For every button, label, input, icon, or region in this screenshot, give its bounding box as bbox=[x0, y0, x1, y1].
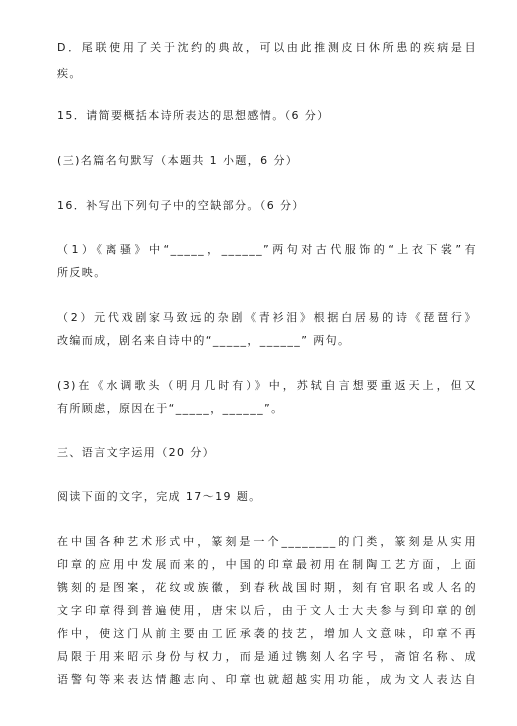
option-d-line-1: D．尾联使用了关于沈约的典故，可以由此推测皮日休所患的疾病是目 bbox=[57, 41, 477, 54]
q16-part-2-line-1: （2）元代戏剧家马致远的杂剧《青衫泪》根据白居易的诗《琵琶行》 bbox=[57, 311, 477, 324]
passage-line-6: 局限于用来昭示身份与权力，而是通过镌刻人名字号，斋馆名称、成 bbox=[57, 650, 477, 663]
passage-line-5: 作中，使这门从前主要由工匠承袭的技艺，增加人文意味，印章不再 bbox=[57, 627, 477, 640]
question-16: 16．补写出下列句子中的空缺部分。（6 分） bbox=[57, 199, 305, 212]
part-3-heading: 三、语言文字运用（20 分） bbox=[57, 446, 216, 459]
reading-instruction: 阅读下面的文字，完成 17～19 题。 bbox=[57, 490, 262, 503]
q16-part-1-line-1: （1）《离骚》中“_____，______”两句对古代服饰的“上衣下裳”有 bbox=[57, 243, 477, 256]
q16-part-2-line-2: 改编而成，剧名来自诗中的“_____，______” 两句。 bbox=[57, 334, 351, 347]
q16-part-3-line-1: (3)在《水调歌头（明月几时有）》中，苏轼自言想要重返天上，但又 bbox=[57, 379, 477, 392]
passage-line-7: 语警句等来表达情趣志向、印章也就超越实用功能，成为文人表达自 bbox=[57, 673, 477, 686]
section-3-heading: (三)名篇名句默写（本题共 1 小题，6 分） bbox=[57, 154, 299, 167]
passage-line-4: 文字印章得到普遍使用，唐宋以后，由于文人士大夫参与到印章的创 bbox=[57, 604, 477, 617]
question-15: 15．请简要概括本诗所表达的思想感情。（6 分） bbox=[57, 109, 330, 122]
option-d-line-2: 疾。 bbox=[57, 67, 82, 80]
passage-line-1: 在中国各种艺术形式中，篆刻是一个________的门类，篆刻是从实用 bbox=[57, 535, 477, 548]
q16-part-1-line-2: 所反映。 bbox=[57, 266, 107, 279]
passage-line-2: 印章的应用中发展而来的，中国的印章最初用在制陶工艺方面，上面 bbox=[57, 558, 477, 571]
q16-part-3-line-2: 有所顾虑，原因在于“_____，______”。 bbox=[57, 402, 284, 415]
passage-line-3: 镌刻的是图案，花纹或族徽，到春秋战国时期，刻有官职名或人名的 bbox=[57, 581, 477, 594]
